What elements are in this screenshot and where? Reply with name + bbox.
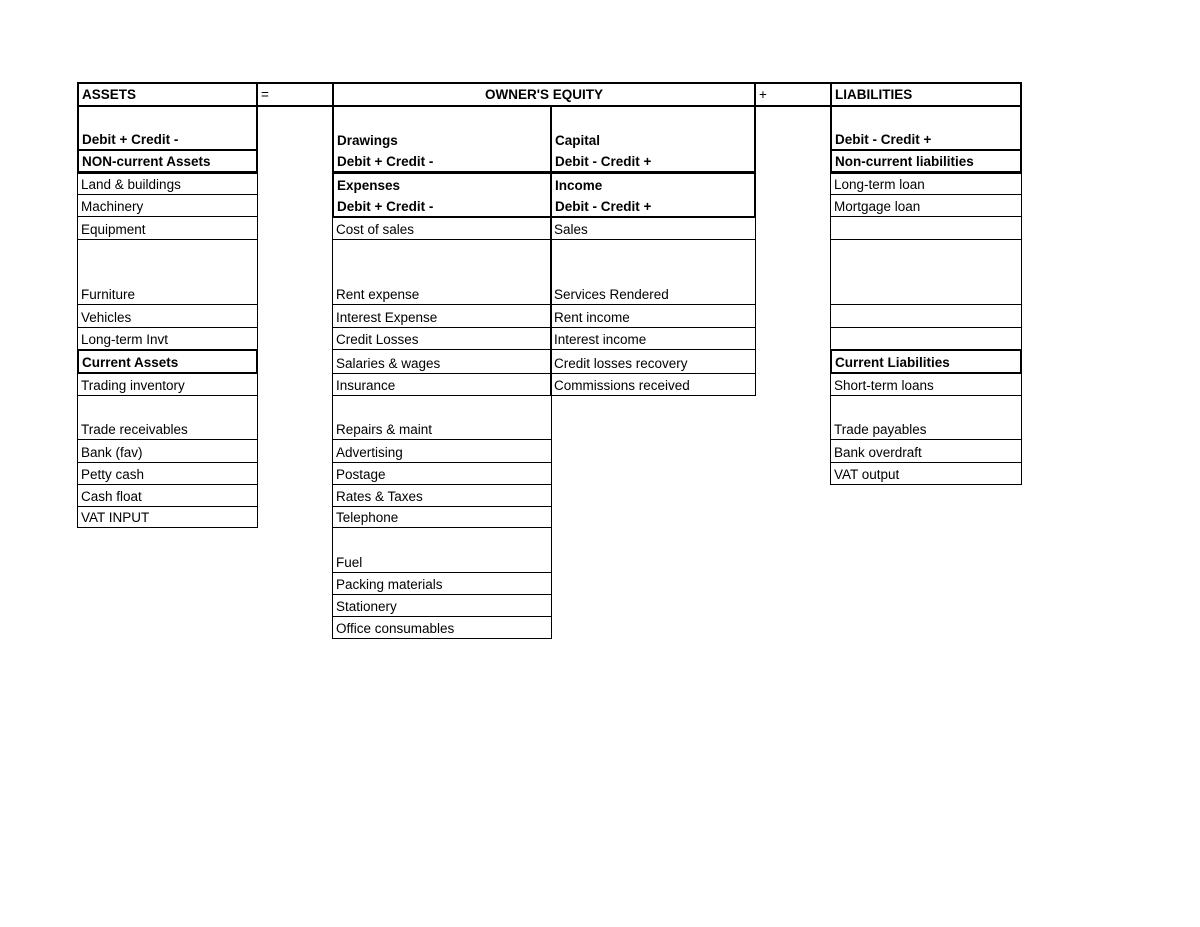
expenses-title: Expenses	[337, 178, 401, 193]
list-item	[332, 217, 552, 240]
liabilities-rule	[830, 105, 1022, 151]
income-item: Rent income	[554, 310, 630, 325]
list-item	[332, 439, 552, 463]
liabilities-header	[830, 82, 1022, 107]
asset-item: Vehicles	[81, 310, 132, 325]
drawings-rule: Debit + Credit -	[337, 154, 434, 169]
list-item	[550, 349, 756, 374]
liability-item: Long-term loan	[834, 177, 925, 192]
asset-item: Long-term Invt	[81, 332, 169, 347]
asset-item: Cash float	[81, 489, 142, 504]
list-item	[550, 373, 756, 396]
capital-title: Capital	[555, 133, 601, 148]
income-block	[550, 172, 756, 218]
liability-item: VAT output	[834, 467, 900, 482]
list-item	[830, 395, 1022, 440]
capital-block	[550, 105, 756, 173]
list-item	[332, 506, 552, 528]
list-item	[550, 217, 756, 240]
current-liabilities-heading	[830, 349, 1022, 374]
list-item	[77, 173, 258, 195]
expenses-rule: Debit + Credit -	[337, 199, 434, 214]
list-item	[332, 527, 552, 573]
list-item	[830, 373, 1022, 396]
list-item	[830, 216, 1022, 240]
equals-sign	[256, 82, 334, 107]
list-item	[332, 462, 552, 485]
owners-equity-header	[332, 82, 756, 107]
expense-item: Repairs & maint	[336, 422, 433, 437]
asset-item: Land & buildings	[81, 177, 181, 192]
expense-item: Insurance	[336, 378, 396, 393]
noncurrent-assets-heading-label: NON-current Assets	[82, 154, 211, 169]
asset-item: Equipment	[81, 222, 146, 237]
drawings-title: Drawings	[337, 133, 398, 148]
asset-item: VAT INPUT	[81, 510, 150, 525]
list-item	[332, 373, 552, 396]
list-item	[77, 194, 258, 217]
list-item	[77, 327, 258, 350]
list-item	[830, 462, 1022, 485]
noncurrent-assets-heading	[77, 149, 258, 173]
capital-rule: Debit - Credit +	[555, 154, 652, 169]
expense-item: Interest Expense	[336, 310, 438, 325]
liability-item: Mortgage loan	[834, 199, 921, 214]
list-item	[77, 373, 258, 396]
assets-rule-label: Debit + Credit -	[82, 132, 179, 147]
expense-item: Fuel	[336, 555, 363, 570]
list-item	[830, 304, 1022, 328]
list-item	[77, 484, 258, 507]
assets-header-label: ASSETS	[82, 87, 137, 102]
list-item	[550, 304, 756, 328]
current-assets-heading	[77, 349, 258, 374]
income-title: Income	[555, 178, 603, 193]
liabilities-header-label: LIABILITIES	[835, 87, 913, 102]
current-liabilities-heading-label: Current Liabilities	[835, 355, 950, 370]
noncurrent-liabilities-heading-label: Non-current liabilities	[835, 154, 974, 169]
expense-item: Cost of sales	[336, 222, 415, 237]
asset-item: Trading inventory	[81, 378, 185, 393]
list-item	[550, 239, 756, 305]
asset-item: Machinery	[81, 199, 144, 214]
list-item	[332, 572, 552, 595]
list-item	[332, 616, 552, 639]
list-item	[77, 304, 258, 328]
income-item: Interest income	[554, 332, 647, 347]
list-item	[332, 327, 552, 350]
list-item	[77, 216, 258, 240]
expense-item: Rent expense	[336, 287, 420, 302]
liability-item: Short-term loans	[834, 378, 934, 393]
expense-item: Stationery	[336, 599, 397, 614]
expense-item: Salaries & wages	[336, 356, 441, 371]
list-item	[77, 239, 258, 305]
list-item	[332, 349, 552, 374]
list-item	[77, 395, 258, 440]
expenses-block	[332, 172, 552, 218]
assets-rule	[77, 105, 258, 151]
list-item	[830, 173, 1022, 195]
owners-equity-label: OWNER'S EQUITY	[485, 87, 603, 102]
drawings-block	[332, 105, 552, 173]
plus-sign	[754, 82, 832, 107]
expense-item: Credit Losses	[336, 332, 419, 347]
income-item: Commissions received	[554, 378, 690, 393]
equals-label: =	[261, 87, 269, 102]
list-item	[332, 594, 552, 617]
list-item	[332, 395, 552, 440]
expense-item: Office consumables	[336, 621, 455, 636]
list-item	[332, 304, 552, 328]
asset-item: Trade receivables	[81, 422, 188, 437]
list-item	[550, 327, 756, 350]
list-item	[830, 239, 1022, 305]
income-rule: Debit - Credit +	[555, 199, 652, 214]
income-item: Services Rendered	[554, 287, 669, 302]
list-item	[77, 462, 258, 485]
asset-item: Bank (fav)	[81, 445, 143, 460]
income-item: Credit losses recovery	[554, 356, 688, 371]
expense-item: Advertising	[336, 445, 403, 460]
expense-item: Postage	[336, 467, 386, 482]
list-item	[830, 327, 1022, 350]
list-item	[77, 439, 258, 463]
liabilities-rule-label: Debit - Credit +	[835, 132, 932, 147]
assets-header	[77, 82, 258, 107]
list-item	[830, 439, 1022, 463]
liability-item: Bank overdraft	[834, 445, 922, 460]
expense-item: Packing materials	[336, 577, 443, 592]
list-item	[830, 194, 1022, 217]
asset-item: Furniture	[81, 287, 136, 302]
list-item	[77, 506, 258, 528]
plus-label: +	[759, 87, 767, 102]
expense-item: Rates & Taxes	[336, 489, 423, 504]
list-item	[332, 239, 552, 305]
current-assets-heading-label: Current Assets	[82, 355, 179, 370]
expense-item: Telephone	[336, 510, 399, 525]
income-item: Sales	[554, 222, 588, 237]
list-item	[332, 484, 552, 507]
noncurrent-liabilities-heading	[830, 149, 1022, 173]
asset-item: Petty cash	[81, 467, 145, 482]
liability-item: Trade payables	[834, 422, 927, 437]
